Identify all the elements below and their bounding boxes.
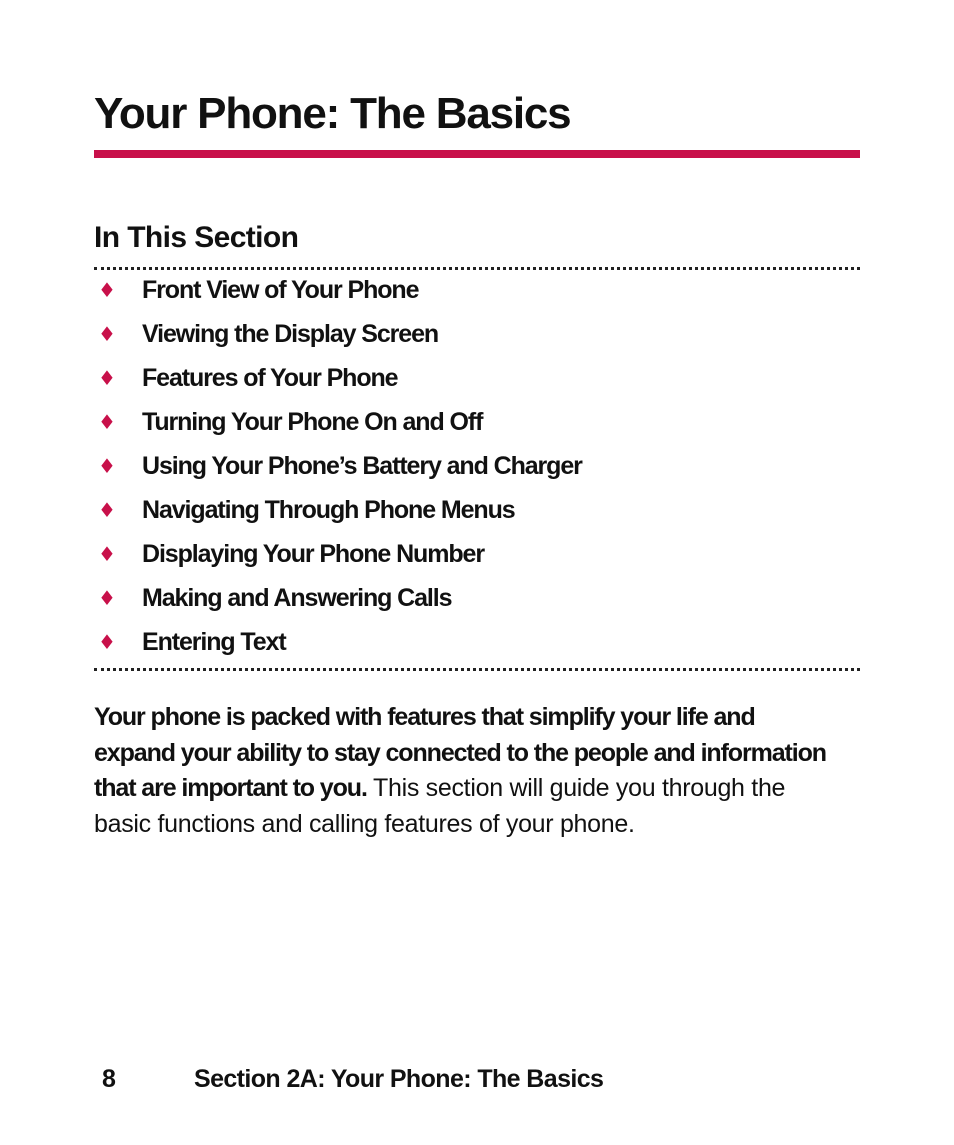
list-item-label: Navigating Through Phone Menus: [142, 496, 515, 524]
dotted-divider-bottom: [94, 668, 860, 671]
diamond-bullet-icon: ♦: [98, 630, 116, 654]
footer-section-label: Section 2A: Your Phone: The Basics: [194, 1065, 604, 1093]
section-heading: In This Section: [94, 221, 299, 254]
list-item-label: Displaying Your Phone Number: [142, 540, 484, 568]
diamond-bullet-icon: ♦: [98, 586, 116, 610]
title-underline-rule: [94, 150, 860, 158]
diamond-bullet-icon: ♦: [98, 366, 116, 390]
diamond-bullet-icon: ♦: [98, 410, 116, 434]
diamond-bullet-icon: ♦: [98, 322, 116, 346]
page-title: Your Phone: The Basics: [94, 89, 571, 138]
list-item-label: Features of Your Phone: [142, 364, 398, 392]
list-item-label: Front View of Your Phone: [142, 276, 419, 304]
diamond-bullet-icon: ♦: [98, 542, 116, 566]
list-item-label: Entering Text: [142, 628, 286, 656]
footer-page-number: 8: [102, 1065, 116, 1093]
list-item-label: Viewing the Display Screen: [142, 320, 439, 348]
intro-bold-text: Your phone is packed with features that simplify your life and expand your ability to stay connected to the people and information that are important to you.: [94, 703, 826, 802]
list-item-label: Using Your Phone’s Battery and Charger: [142, 452, 582, 480]
list-item-label: Making and Answering Calls: [142, 584, 452, 612]
diamond-bullet-icon: ♦: [98, 454, 116, 478]
list-item-label: Turning Your Phone On and Off: [142, 408, 483, 436]
diamond-bullet-icon: ♦: [98, 498, 116, 522]
intro-paragraph: [94, 700, 834, 842]
diamond-bullet-icon: ♦: [98, 278, 116, 302]
intro-regular-text: This section will guide you through the basic functions and calling features of your phone.: [94, 774, 786, 838]
